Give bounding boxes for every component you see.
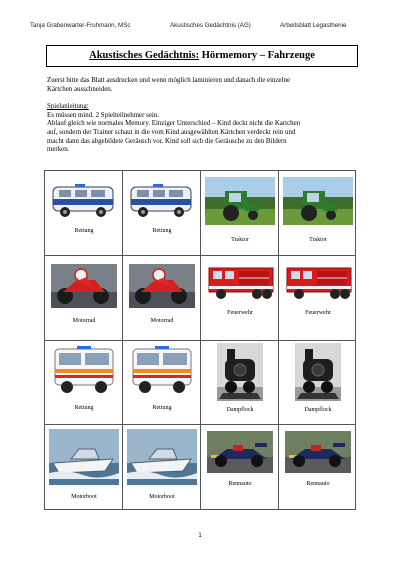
card-label: Dampflock (304, 407, 332, 413)
header-author: Tanja Grabenwarter-Fruhmann, MSc (30, 22, 131, 29)
memory-card[interactable] (45, 256, 123, 341)
rule-line-3: auf, sondern der Trainer schaut in die vom Kind ausgewählten Kärtchen verdeckt rein und (47, 128, 296, 136)
motorcycle-icon (129, 264, 195, 308)
instructions (47, 77, 362, 155)
card-label: Rettung (152, 228, 172, 234)
worksheet-title (46, 45, 358, 67)
title-part-1: Akustisches Gedächtnis: (89, 50, 200, 61)
card-label: Traktor (231, 237, 249, 243)
memory-card[interactable] (279, 425, 357, 510)
memory-card[interactable] (201, 341, 279, 426)
race-car-icon (207, 431, 273, 473)
card-label: Feuerwehr (227, 310, 253, 316)
fire-truck-icon (285, 264, 353, 302)
race-car-icon (285, 431, 351, 473)
card-label: Motorrad (150, 318, 174, 324)
fire-truck-icon (207, 264, 275, 302)
steam-locomotive-icon (295, 343, 341, 401)
motorboat-icon (127, 429, 197, 485)
memory-card[interactable] (45, 171, 123, 256)
rules-heading: Spielanleitung: (47, 103, 89, 111)
title-part-2: Hörmemory – Fahrzeuge (199, 50, 315, 61)
header-sheet: Arbeitsblatt Legasthenie (280, 22, 347, 29)
tractor-icon (283, 177, 353, 225)
motorboat-icon (49, 429, 119, 485)
tractor-icon (205, 177, 275, 225)
police-van-icon (51, 181, 117, 221)
memory-card[interactable] (279, 341, 357, 426)
card-label: Feuerwehr (305, 310, 331, 316)
memory-card[interactable] (123, 171, 201, 256)
header-topic: Akustisches Gedächtnis (AG) (170, 22, 251, 29)
card-label: Motorboot (149, 494, 175, 500)
card-label: Rennauto (306, 481, 330, 487)
ambulance-icon (53, 345, 115, 395)
intro-line-1: Zuerst bitte das Blatt ausdrucken und wenn möglich laminieren und danach die einzelne (47, 77, 291, 84)
rule-line-4: macht dann das abgebildete Geräusch vor. Kind soll sich die Geräusche zu den Bildern (47, 137, 287, 145)
motorcycle-icon (51, 264, 117, 308)
intro-line-2: Kärtchen ausschneiden. (47, 85, 113, 93)
card-label: Traktor (309, 237, 327, 243)
memory-card[interactable] (279, 171, 357, 256)
card-label: Rettung (74, 228, 94, 234)
memory-card[interactable] (45, 425, 123, 510)
memory-card[interactable] (123, 341, 201, 426)
card-label: Motorrad (72, 318, 96, 324)
police-van-icon (129, 181, 195, 221)
memory-card-grid (44, 170, 356, 510)
card-label: Dampflock (226, 407, 254, 413)
rule-line-1: Es müssen mind. 2 Spielteilnehmer sein. (47, 111, 159, 119)
memory-card[interactable] (279, 256, 357, 341)
card-label: Rettung (152, 405, 172, 411)
rule-line-5: merken. (47, 146, 70, 154)
card-label: Rennauto (228, 481, 252, 487)
steam-locomotive-icon (217, 343, 263, 401)
card-label: Rettung (74, 405, 94, 411)
page-number: 1 (198, 533, 202, 539)
memory-card[interactable] (201, 171, 279, 256)
ambulance-icon (131, 345, 193, 395)
memory-card[interactable] (123, 256, 201, 341)
memory-card[interactable] (201, 425, 279, 510)
memory-card[interactable] (45, 341, 123, 426)
memory-card[interactable] (123, 425, 201, 510)
rule-line-2: Ablauf gleich wie normales Memory. Einziger Unterschied – Kind deckt nicht die Kartchen (47, 120, 301, 128)
memory-card[interactable] (201, 256, 279, 341)
card-label: Motorboot (71, 494, 97, 500)
